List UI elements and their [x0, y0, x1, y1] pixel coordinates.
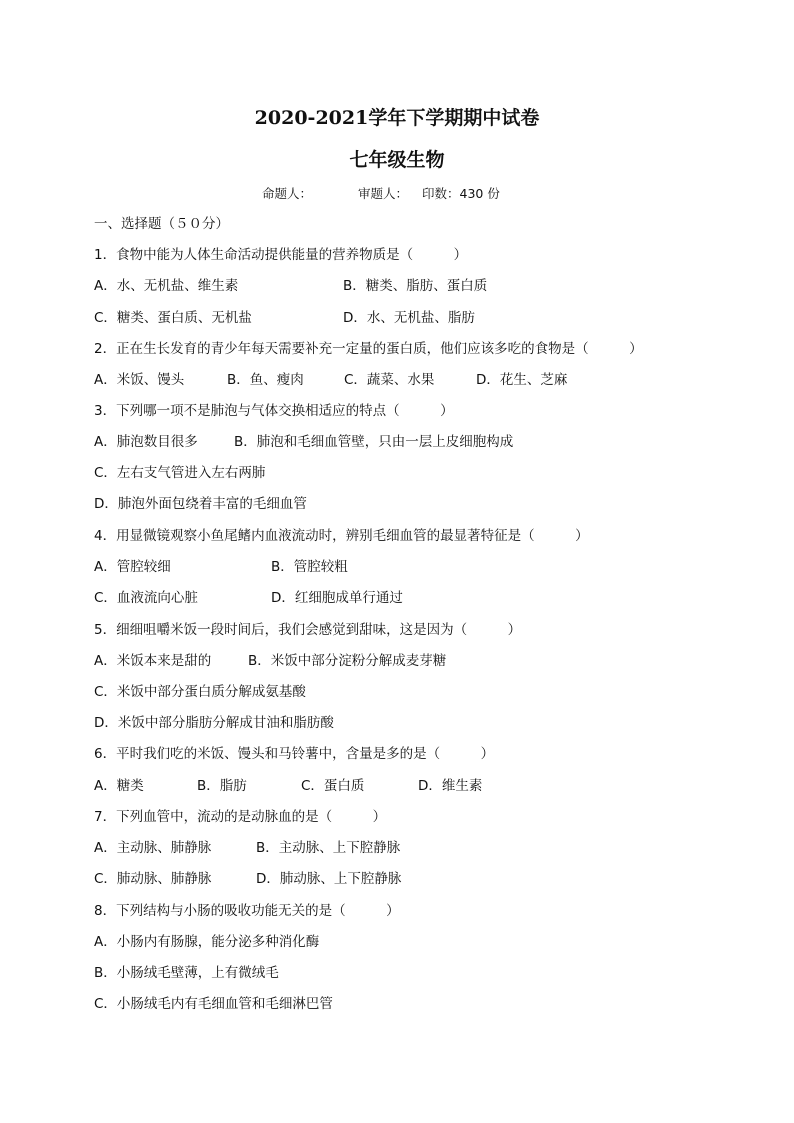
option-b: B．鱼、瘦肉	[227, 372, 304, 388]
option-a: A．管腔较细	[94, 559, 171, 575]
option-b: B．脂肪	[197, 778, 247, 794]
option-b: B．米饭中部分淀粉分解成麦芽糖	[248, 653, 447, 669]
option-a: A．水、无机盐、维生素	[94, 278, 239, 294]
exam-title: 2020-2021学年下学期期中试卷	[254, 107, 540, 129]
question-stem: 3．下列哪一项不是肺泡与气体交换相适应的特点（ ）	[94, 403, 454, 419]
option-d: D．红细胞成单行通过	[271, 590, 403, 606]
exam-subtitle: 七年级生物	[349, 149, 445, 171]
option-b: B．肺泡和毛细血管壁，只由一层上皮细胞构成	[234, 434, 514, 450]
option-a: A．米饭本来是甜的	[94, 653, 212, 669]
section-heading: 一、选择题（５０分）	[94, 216, 229, 232]
print-count: 印数：430 份	[422, 186, 500, 201]
question-stem: 2．正在生长发育的青少年每天需要补充一定量的蛋白质，他们应该多吃的食物是（ ）	[94, 341, 643, 357]
option-b: B．主动脉、上下腔静脉	[256, 840, 401, 856]
option-c: C．糖类、蛋白质、无机盐	[94, 310, 252, 326]
option-a: A．小肠内有肠腺，能分泌多种消化酶	[94, 934, 320, 950]
option-b: B．糖类、脂肪、蛋白质	[343, 278, 488, 294]
option-a: A．米饭、馒头	[94, 372, 185, 388]
question-stem: 7．下列血管中，流动的是动脉血的是（ ）	[94, 809, 387, 825]
option-a: A．糖类	[94, 778, 144, 794]
question-stem: 6．平时我们吃的米饭、馒头和马铃薯中，含量是多的是（ ）	[94, 746, 495, 762]
exam-meta	[262, 184, 500, 202]
question-stem: 8．下列结构与小肠的吸收功能无关的是（ ）	[94, 903, 400, 919]
option-d: D．肺泡外面包绕着丰富的毛细血管	[94, 496, 307, 512]
option-c: C．血液流向心脏	[94, 590, 198, 606]
question-stem: 4．用显微镜观察小鱼尾鳍内血液流动时，辨别毛细血管的最显著特征是（ ）	[94, 528, 589, 544]
reviewer-label: 审题人：	[358, 186, 409, 201]
option-d: D．水、无机盐、脂肪	[343, 310, 475, 326]
question-stem: 1．食物中能为人体生命活动提供能量的营养物质是（ ）	[94, 247, 468, 263]
option-c: C．肺动脉、肺静脉	[94, 871, 212, 887]
option-c: C．米饭中部分蛋白质分解成氨基酸	[94, 684, 306, 700]
option-c: C．蔬菜、水果	[344, 372, 435, 388]
option-d: D．花生、芝麻	[476, 372, 568, 388]
option-c: C．蛋白质	[301, 778, 365, 794]
option-d: D．米饭中部分脂肪分解成甘油和脂肪酸	[94, 715, 334, 731]
option-c: C．小肠绒毛内有毛细血管和毛细淋巴管	[94, 996, 333, 1012]
option-d: D．肺动脉、上下腔静脉	[256, 871, 402, 887]
setter-label: 命题人：	[262, 186, 313, 201]
option-a: A．主动脉、肺静脉	[94, 840, 212, 856]
question-stem: 5．细细咀嚼米饭一段时间后，我们会感觉到甜味，这是因为（ ）	[94, 622, 522, 638]
option-b: B．小肠绒毛壁薄，上有微绒毛	[94, 965, 279, 981]
option-b: B．管腔较粗	[271, 559, 348, 575]
option-d: D．维生素	[418, 778, 483, 794]
option-c: C．左右支气管进入左右两肺	[94, 465, 266, 481]
option-a: A．肺泡数目很多	[94, 434, 198, 450]
